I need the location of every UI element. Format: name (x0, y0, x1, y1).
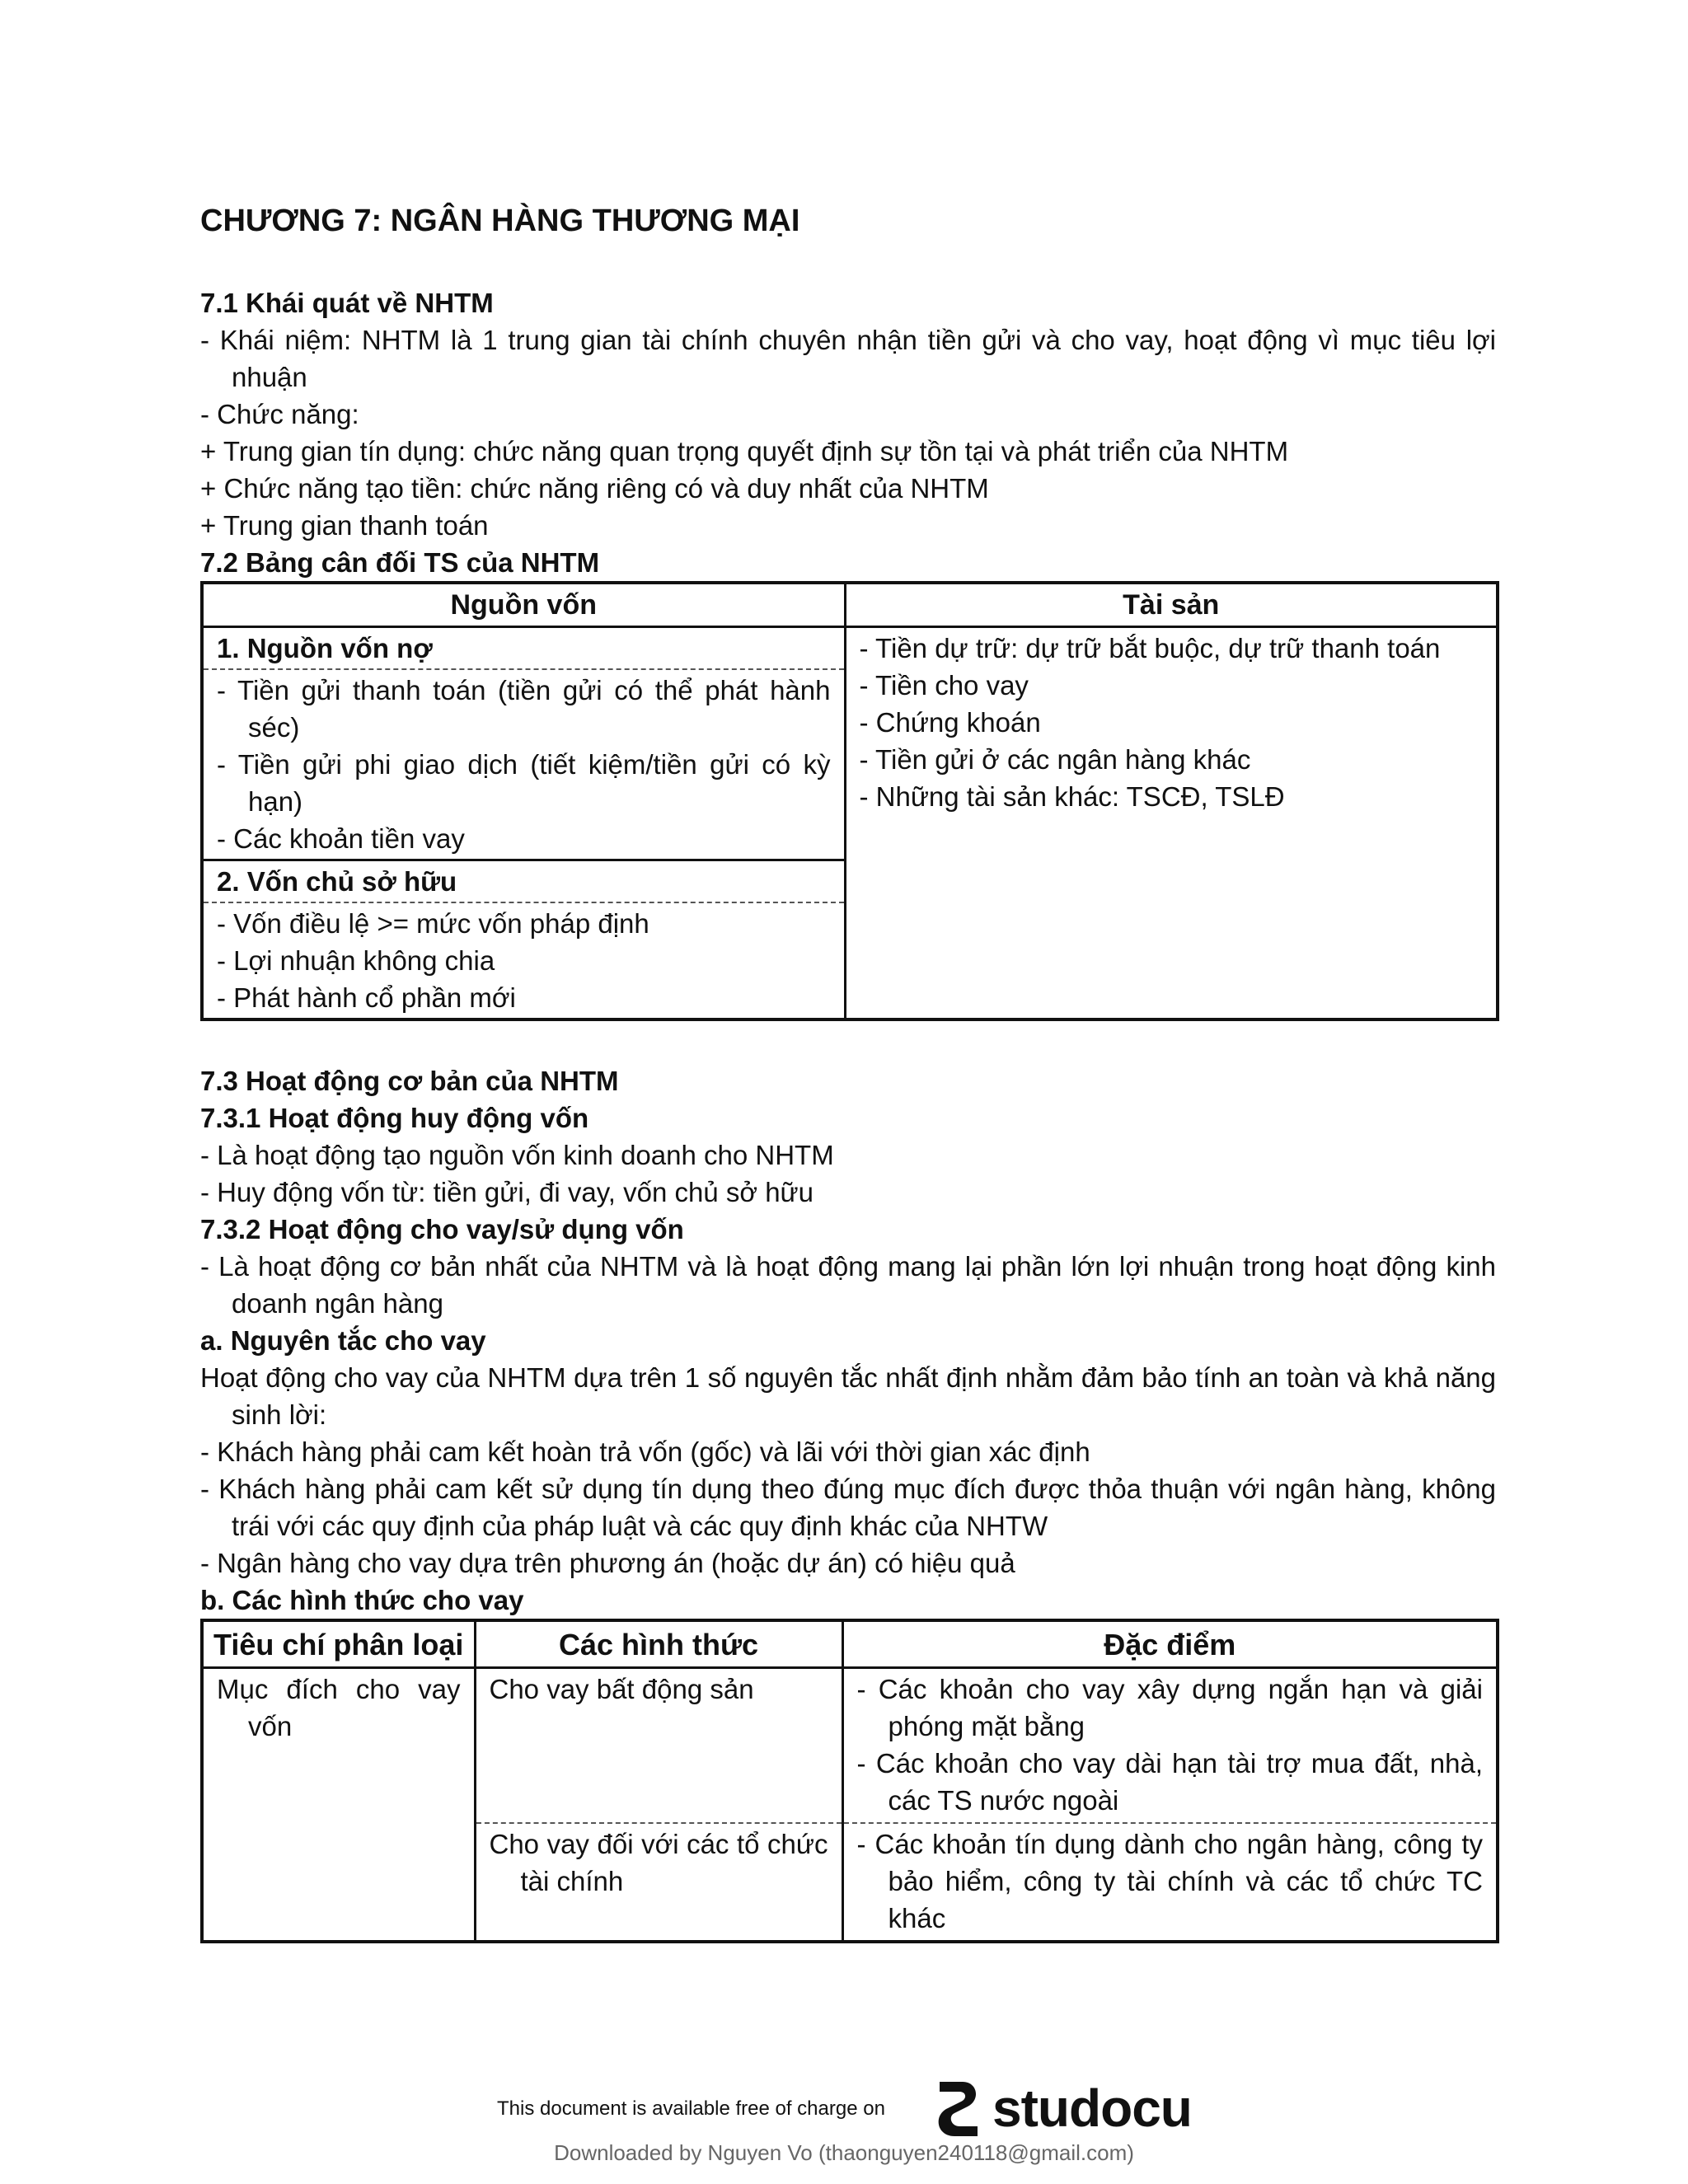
debt-item: - Các khoản tiền vay (217, 823, 465, 854)
criterion-cell (202, 1668, 475, 1943)
section-7-3-heading: 7.3 Hoạt động cơ bản của NHTM (200, 1066, 619, 1096)
lending-forms-table (200, 1619, 1499, 1943)
column-header-form: Các hình thức (475, 1620, 842, 1668)
asset-item: - Tiền dự trữ: dự trữ bắt buộc, dự trữ thanh toán (859, 633, 1441, 663)
document-body (200, 284, 1496, 1943)
features-cell (842, 1823, 1498, 1942)
column-header-features: Đặc điểm (842, 1620, 1498, 1668)
availability-note: This document is available free of charge on (497, 2097, 885, 2120)
form-text: Cho vay đối với các tổ chức tài chính (489, 1829, 828, 1896)
equity-item: - Vốn điều lệ >= mức vốn pháp định (217, 908, 649, 939)
section-7-1-heading: 7.1 Khái quát về NHTM (200, 288, 494, 318)
function-item: + Trung gian tín dụng: chức năng quan trọng quyết định sự tồn tại và phát triển của NHTM (200, 436, 1289, 466)
asset-item: - Tiền gửi ở các ngân hàng khác (859, 744, 1251, 775)
functions-label: - Chức năng: (200, 399, 359, 429)
equity-item: - Phát hành cổ phần mới (217, 982, 516, 1013)
column-header-assets: Tài sản (845, 583, 1498, 627)
debt-item: - Tiền gửi phi giao dịch (tiết kiệm/tiền gửi có kỳ hạn) (217, 749, 831, 817)
concept-paragraph: - Khái niệm: NHTM là 1 trung gian tài chính chuyên nhận tiền gửi và cho vay, hoạt động vì mục tiêu lợi nhuận (200, 325, 1496, 392)
mobilization-item: - Là hoạt động tạo nguồn vốn kinh doanh cho NHTM (200, 1140, 834, 1170)
criterion-text: Mục đích cho vay vốn (217, 1674, 461, 1741)
form-cell (475, 1668, 842, 1824)
lending-principles-heading: a. Nguyên tắc cho vay (200, 1325, 486, 1356)
studocu-logo[interactable] (930, 2075, 1192, 2141)
feature-item: - Các khoản tín dụng dành cho ngân hàng, công ty bảo hiểm, công ty tài chính và các tổ chức TC khác (856, 1829, 1483, 1933)
section-7-3-2-heading: 7.3.2 Hoạt động cho vay/sử dụng vốn (200, 1214, 684, 1244)
lending-forms-heading: b. Các hình thức cho vay (200, 1585, 524, 1615)
table-row (202, 1668, 1498, 1824)
assets-list (846, 628, 1497, 817)
form-cell (475, 1823, 842, 1942)
principle-item: - Ngân hàng cho vay dựa trên phương án (hoặc dự án) có hiệu quả (200, 1548, 1015, 1578)
debt-capital-heading: 1. Nguồn vốn nợ (204, 628, 844, 670)
function-item: + Chức năng tạo tiền: chức năng riêng có và duy nhất của NHTM (200, 473, 989, 504)
downloaded-by-note: Downloaded by Nguyen Vo (thaonguyen240118@gmail.com) (554, 2140, 1134, 2165)
lending-item: - Là hoạt động cơ bản nhất của NHTM và là hoạt động mang lại phần lớn lợi nhuận trong hoạt động kinh doanh ngân hàng (200, 1251, 1496, 1319)
feature-item: - Các khoản cho vay dài hạn tài trợ mua đất, nhà, các TS nước ngoài (856, 1748, 1483, 1816)
feature-item: - Các khoản cho vay xây dựng ngắn hạn và giải phóng mặt bằng (856, 1674, 1483, 1741)
balance-sheet-table (200, 581, 1499, 1021)
studocu-wordmark: studocu (992, 2079, 1192, 2138)
column-header-criterion: Tiêu chí phân loại (202, 1620, 475, 1668)
function-item: + Trung gian thanh toán (200, 510, 489, 541)
chapter-title: CHƯƠNG 7: NGÂN HÀNG THƯƠNG MẠI (200, 204, 800, 238)
debt-item: - Tiền gửi thanh toán (tiền gửi có thể phát hành séc) (217, 675, 831, 743)
mobilization-item: - Huy động vốn từ: tiền gửi, đi vay, vốn chủ sở hữu (200, 1177, 814, 1207)
debt-capital-list (204, 670, 844, 859)
features-cell (842, 1668, 1498, 1824)
assets-cell (845, 627, 1498, 1020)
equity-item: - Lợi nhuận không chia (217, 945, 495, 976)
equity-list (204, 903, 844, 1018)
asset-item: - Những tài sản khác: TSCĐ, TSLĐ (859, 781, 1285, 812)
column-header-sources: Nguồn vốn (202, 583, 845, 627)
principle-item: - Khách hàng phải cam kết sử dụng tín dụng theo đúng mục đích được thỏa thuận với ngân hàng, không trái với các quy định của pháp luật và các quy định khác của NHTW (200, 1474, 1496, 1541)
section-7-2-heading: 7.2 Bảng cân đối TS của NHTM (200, 547, 600, 578)
form-text: Cho vay bất động sản (489, 1674, 754, 1704)
equity-heading: 2. Vốn chủ sở hữu (204, 859, 844, 903)
asset-item: - Tiền cho vay (859, 670, 1029, 701)
section-7-3-1-heading: 7.3.1 Hoạt động huy động vốn (200, 1103, 589, 1133)
principle-item: - Khách hàng phải cam kết hoàn trả vốn (gốc) và lãi với thời gian xác định (200, 1436, 1090, 1467)
studocu-logo-icon (930, 2075, 987, 2141)
lending-principles-intro: Hoạt động cho vay của NHTM dựa trên 1 số nguyên tắc nhất định nhằm đảm bảo tính an toàn và khả năng sinh lời: (200, 1362, 1496, 1430)
asset-item: - Chứng khoán (859, 707, 1041, 738)
sources-cell (202, 627, 845, 1020)
